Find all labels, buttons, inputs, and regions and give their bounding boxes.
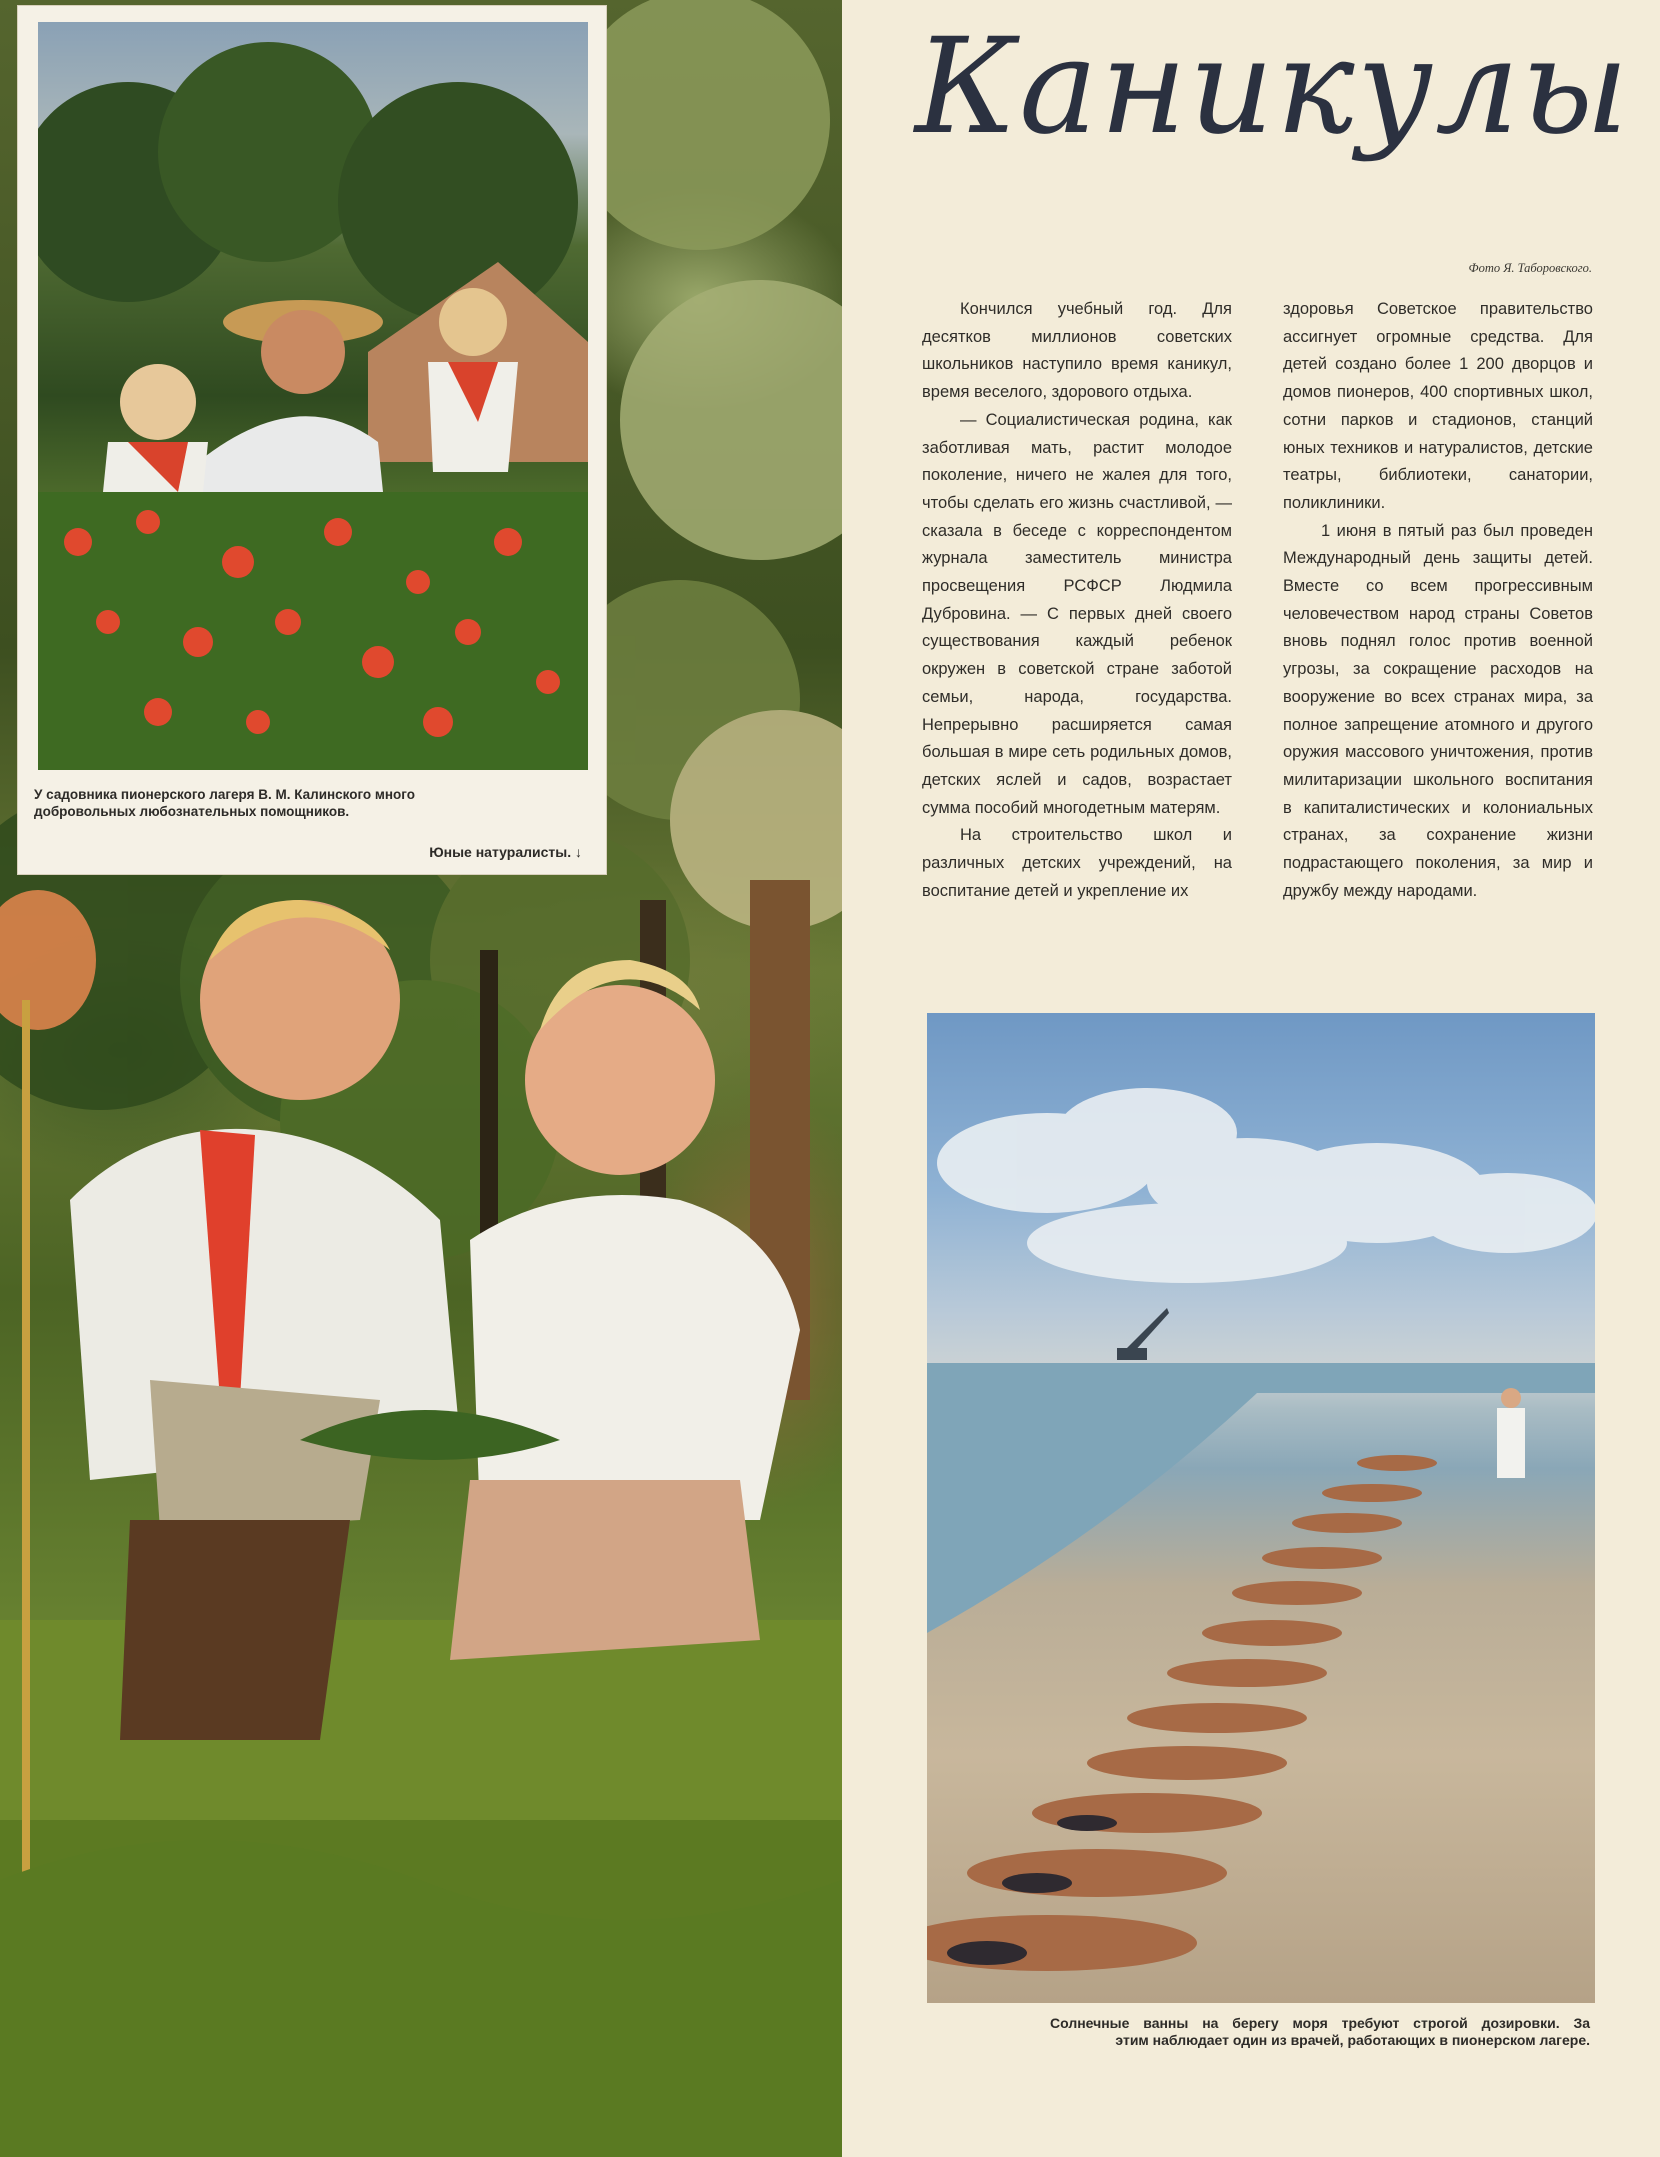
gardener-with-children-illustration — [38, 22, 588, 770]
gardener-photo — [38, 22, 588, 770]
article-paragraph: — Социалистическая родина, как заботливая мать, растит молодое поколение, ничего не жалея для того, чтобы сделать его жизнь счастливой, — сказала в беседе с корреспондентом журнала заместитель министра просвещения РСФСР Людмила Дубровина. — С первых дней своего существования каждый ребенок окружен в советской стране заботой семьи, народа, государства. Непрерывно расширяется самая большая в мире сеть родильных домов, детских яслей и садов, возрастает сумма пособий многодетным матерям. — [922, 410, 1232, 817]
pioneer-boys-illustration — [0, 880, 842, 2157]
article-column-2 — [1283, 296, 1593, 905]
beach-caption-line-2: этим наблюдает один из врачей, работающих в пионерском лагере. — [1115, 2032, 1590, 2048]
article-column-1 — [922, 296, 1232, 905]
photo-credit: Фото Я. Таборовского. — [1468, 261, 1592, 275]
arrow-down-icon: ↓ — [575, 844, 582, 860]
young-naturalists-label — [429, 844, 582, 860]
page-title — [915, 10, 1631, 210]
beach-caption-line-1: Солнечные ванны на берегу моря требуют строгой дозировки. За — [1050, 2015, 1590, 2031]
gardener-photo-caption: У садовника пионерского лагеря В. М. Калинского много добровольных любознательных помощников. — [34, 787, 415, 819]
beach-photo — [927, 1013, 1595, 2003]
article-paragraph: Кончился учебный год. Для десятков миллионов советских школьников наступило время каникул, время веселого, здорового отдыха. — [922, 300, 1232, 402]
young-naturalists-text: Юные натуралисты. — [429, 844, 572, 860]
article-paragraph: 1 июня в пятый раз был проведен Международный день защиты детей. Вместе со всем прогрессивным человечеством народ страны Советов вновь поднял голос против военной угрозы, за сокращение расходов на вооружение во всех странах мира, за полное запрещение атомного и другого оружия массового уничтожения, против милитаризации школьного воспитания в капиталистических и колониальных странах, за сохранение жизни подрастающего поколения, за мир и дружбу между народами. — [1283, 521, 1593, 900]
top-photo-card — [18, 6, 606, 874]
page-title-text: Каникулы — [915, 10, 1631, 164]
article-paragraph: На строительство школ и различных детских учреждений, на воспитание детей и укрепление их — [922, 826, 1232, 900]
beach-photo-caption — [1050, 2015, 1590, 2049]
children-sunbathing-illustration — [927, 1013, 1595, 2003]
article-paragraph: здоровья Советское правительство ассигнует огромные средства. Для детей создано более 1 200 дворцов и домов пионеров, 400 спортивных школ, сотни парков и стадионов, станций юных техников и натуралистов, детские театры, библиотеки, санатории, поликлиники. — [1283, 300, 1593, 512]
